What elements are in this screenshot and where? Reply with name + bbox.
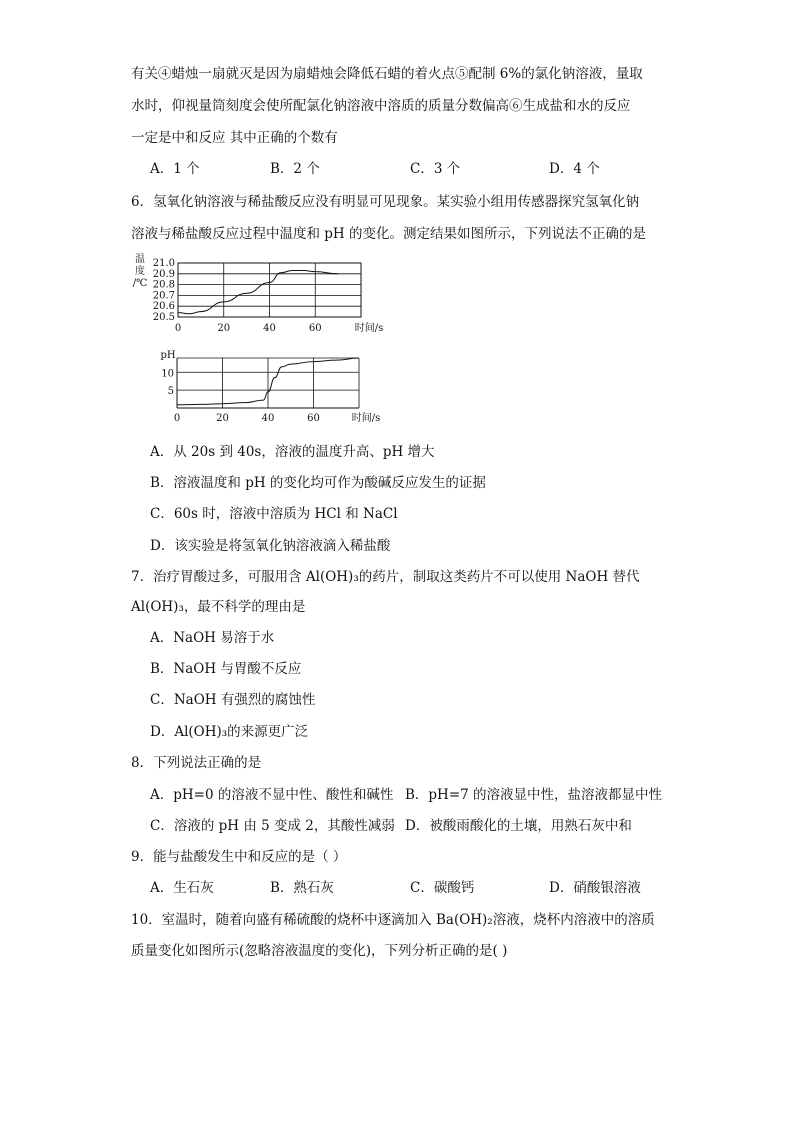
- q6-option-a: A．从 20s 到 40s，溶液的温度升高、pH 增大: [150, 444, 435, 460]
- q10-line-2: 质量变化如图所示(忽略溶液温度的变化)，下列分析正确的是( ): [131, 943, 508, 959]
- q8-option-b: B．pH=7 的溶液显中性，盐溶液都显中性: [405, 787, 663, 803]
- q7-option-b: B．NaOH 与胃酸不反应: [150, 661, 302, 677]
- q7-line-1: 7．治疗胃酸过多，可服用含 Al(OH)₃的药片，制取这类药片不可以使用 NaOH 替代: [131, 569, 640, 585]
- y-axis-label-char: 度: [135, 266, 145, 277]
- q6-option-b: B．溶液温度和 pH 的变化均可作为酸碱反应发生的证据: [150, 475, 486, 491]
- q5-option-a: A．1 个: [150, 161, 200, 177]
- x-tick-label: 20: [216, 413, 229, 424]
- q7-option-d: D．Al(OH)₃的来源更广泛: [150, 724, 309, 740]
- y-tick-label: 20.6: [152, 301, 175, 313]
- q5-option-c: C．3 个: [410, 161, 461, 177]
- q6-option-c: C．60s 时，溶液中溶质为 HCl 和 NaCl: [150, 506, 398, 522]
- q6-line-1: 6．氢氧化钠溶液与稀盐酸反应没有明显可见现象。某实验小组用传感器探究氢氧化钠: [131, 194, 640, 210]
- q7-option-a: A．NaOH 易溶于水: [150, 630, 275, 646]
- q6-option-d: D．该实验是将氢氧化钠溶液滴入稀盐酸: [150, 538, 391, 554]
- q5-option-d: D．4 个: [549, 161, 600, 177]
- y-axis-label-char: /℃: [132, 278, 148, 289]
- x-tick-label: 20: [217, 323, 231, 334]
- y-tick-label: 20.7: [152, 290, 175, 302]
- x-tick-label: 40: [261, 413, 275, 424]
- ph-chart: [150, 350, 390, 430]
- q8-option-d: D．被酸雨酸化的土壤，用熟石灰中和: [405, 818, 632, 834]
- x-tick-label: 0: [174, 323, 182, 334]
- q7-option-c: C．NaOH 有强烈的腐蚀性: [150, 692, 316, 708]
- y-tick-label: 20.5: [152, 312, 175, 323]
- y-tick-label: 21.0: [152, 258, 175, 269]
- x-axis-label: 时间/s: [351, 413, 381, 424]
- x-tick-label: 60: [307, 413, 320, 424]
- q9-option-b: B．熟石灰: [270, 880, 334, 896]
- q7-line-2: Al(OH)₃，最不科学的理由是: [131, 599, 306, 615]
- temperature-chart: [128, 252, 388, 336]
- q8-stem: 8．下列说法正确的是: [131, 755, 262, 771]
- q5-line-2: 水时，仰视量筒刻度会使所配氯化钠溶液中溶质的质量分数偏高⑥生成盐和水的反应: [131, 98, 631, 114]
- q9-option-a: A．生石灰: [150, 880, 214, 896]
- y-tick-label: 5: [167, 386, 174, 398]
- q10-line-1: 10．室温时，随着向盛有稀硫酸的烧杯中逐滴加入 Ba(OH)₂溶液，烧杯内溶液中的溶质: [131, 912, 655, 928]
- q6-line-2: 溶液与稀盐酸反应过程中温度和 pH 的变化。测定结果如图所示，下列说法不正确的是: [131, 226, 646, 242]
- y-tick-label: 10: [161, 368, 174, 380]
- q9-option-d: D．硝酸银溶液: [549, 880, 641, 896]
- y-axis-label: pH: [160, 350, 176, 361]
- q8-option-c: C．溶液的 pH 由 5 变成 2，其酸性减弱: [150, 818, 395, 834]
- q5-line-1: 有关④蜡烛一扇就灭是因为扇蜡烛会降低石蜡的着火点⑤配制 6%的氯化钠溶液，量取: [131, 66, 643, 82]
- q8-option-a: A．pH=0 的溶液不显中性、酸性和碱性: [150, 787, 394, 803]
- q9-stem: 9．能与盐酸发生中和反应的是（ ）: [131, 849, 347, 865]
- q5-option-b: B．2 个: [270, 161, 320, 177]
- x-axis-label: 时间/s: [354, 323, 384, 334]
- x-tick-label: 40: [263, 323, 276, 334]
- x-tick-label: 0: [173, 413, 181, 424]
- y-tick-label: 20.8: [152, 279, 175, 291]
- y-axis-label-char: 温: [135, 254, 145, 265]
- x-tick-label: 60: [308, 323, 322, 334]
- y-tick-label: 20.9: [152, 268, 175, 280]
- temperature-series-line: [178, 271, 338, 314]
- q9-option-c: C．碳酸钙: [410, 880, 475, 896]
- q5-line-3: 一定是中和反应 其中正确的个数有: [131, 130, 338, 146]
